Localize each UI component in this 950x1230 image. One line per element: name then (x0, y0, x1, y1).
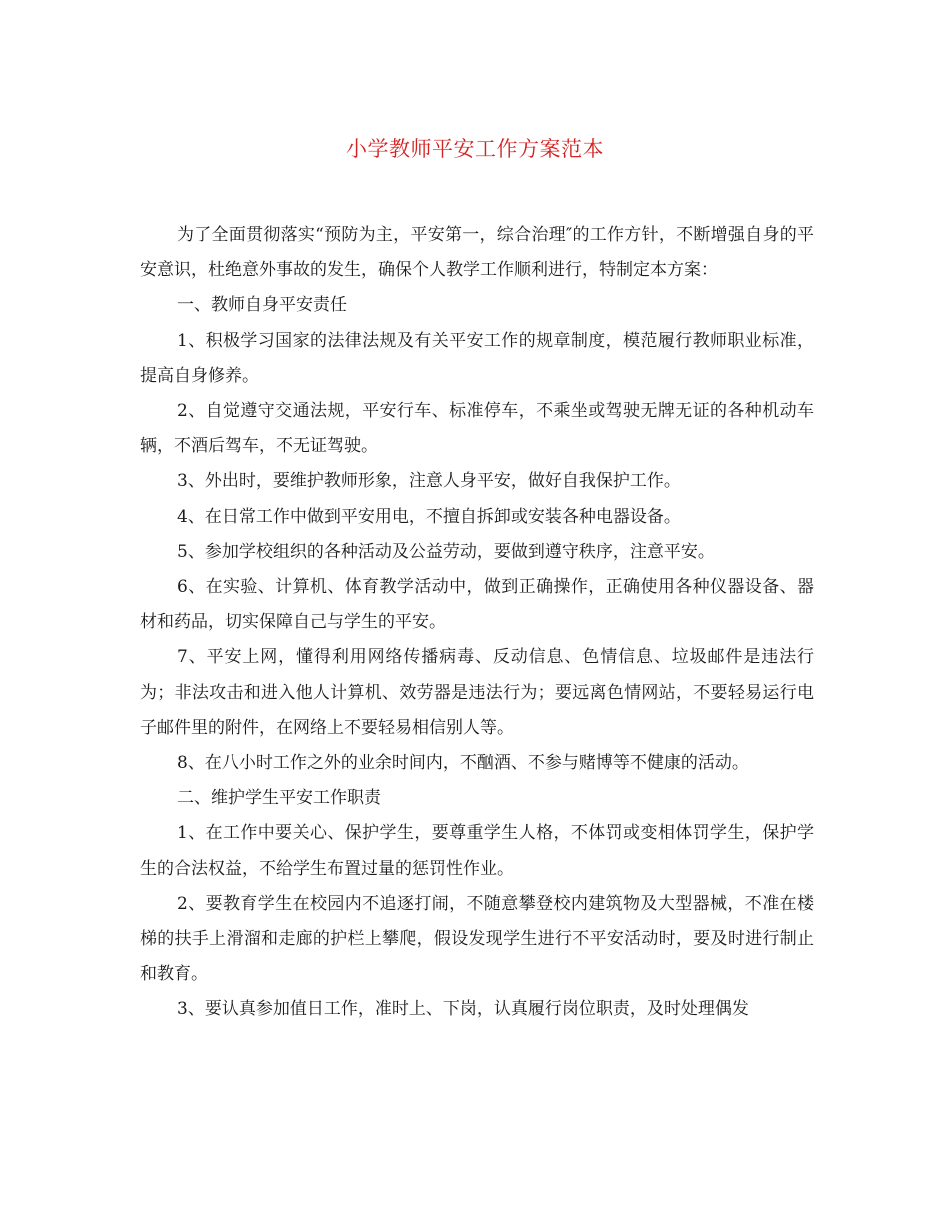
document-title: 小学教师平安工作方案范本 (346, 137, 604, 161)
paragraph-item-6: 6、在实验、计算机、体育教学活动中，做到正确操作，正确使用各种仪器设备、器材和药品，切实保障自己与学生的平安。 (140, 577, 814, 633)
document-body (140, 218, 814, 1028)
section-heading-teacher-safety: 一、教师自身平安责任 (177, 295, 347, 316)
paragraph-item-2: 2、自觉遵守交通法规，平安行车、标准停车，不乘坐或驾驶无牌无证的各种机动车辆，不酒后驾车，不无证驾驶。 (140, 401, 814, 457)
section-heading-student-safety: 二、维护学生平安工作职责 (177, 788, 381, 809)
paragraph-item-8: 8、在八小时工作之外的业余时间内，不酗酒、不参与赌博等不健康的活动。 (177, 753, 749, 774)
paragraph-student-item-1: 1、在工作中要关心、保护学生，要尊重学生人格，不体罚或变相体罚学生，保护学生的合法权益，不给学生布置过量的惩罚性作业。 (140, 823, 814, 879)
paragraph-item-1: 1、积极学习国家的法律法规及有关平安工作的规章制度，模范履行教师职业标准，提高自身修养。 (140, 330, 814, 386)
paragraph-student-item-2: 2、要教育学生在校园内不追逐打闹，不随意攀登校内建筑物及大型器械，不准在楼梯的扶手上滑溜和走廊的护栏上攀爬，假设发现学生进行不平安活动时，要及时进行制止和教育。 (140, 893, 814, 985)
paragraph-item-3: 3、外出时，要维护教师形象，注意人身平安，做好自我保护工作。 (177, 471, 681, 492)
paragraph-student-item-3: 3、要认真参加值日工作，准时上、下岗，认真履行岗位职责，及时处理偶发 (177, 999, 749, 1020)
paragraph-item-7: 7、平安上网，懂得利用网络传播病毒、反动信息、色情信息、垃圾邮件是违法行为；非法攻击和进入他人计算机、效劳器是违法行为；要远离色情网站，不要轻易运行电子邮件里的附件，在网络上不要轻易相信别人等。 (140, 647, 814, 738)
intro-paragraph: 为了全面贯彻落实“预防为主，平安第一，综合治理″的工作方针，不断增强自身的平安意识，杜绝意外事故的发生，确保个人教学工作顺利进行，特制定本方案： (140, 225, 814, 281)
paragraph-item-4: 4、在日常工作中做到平安用电，不擅自拆卸或安装各种电器设备。 (177, 506, 681, 527)
paragraph-item-5: 5、参加学校组织的各种活动及公益劳动，要做到遵守秩序，注意平安。 (177, 541, 715, 562)
